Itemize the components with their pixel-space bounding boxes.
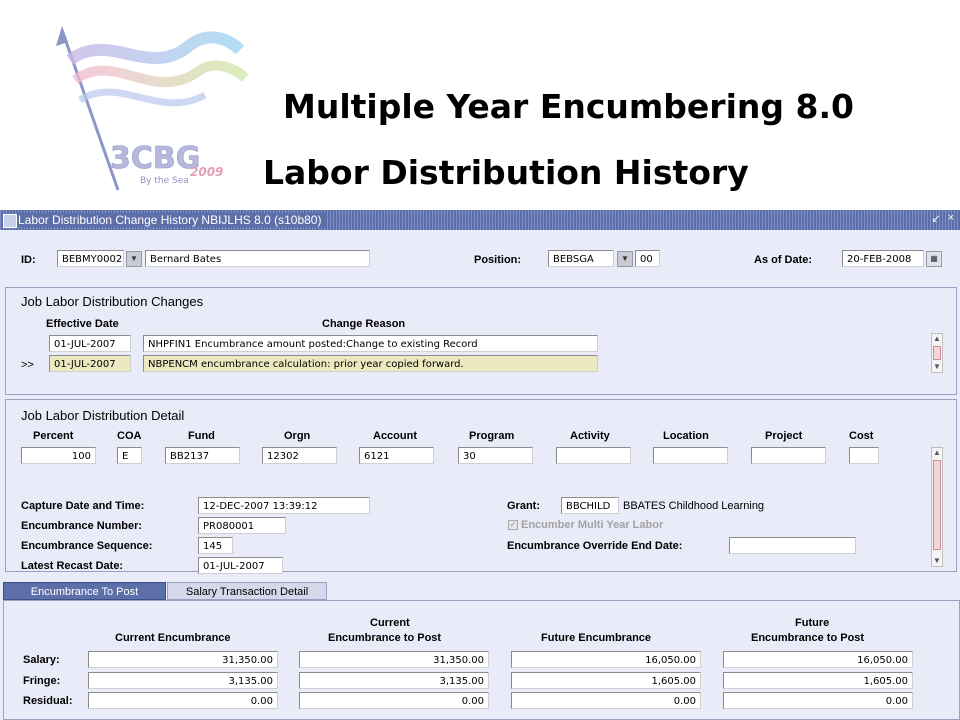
window-titlebar[interactable]	[0, 210, 960, 230]
detail-block	[5, 399, 957, 572]
encumbrance-sequence-field: 145	[198, 537, 233, 554]
location-field[interactable]	[653, 447, 728, 464]
salary-label: Salary:	[23, 654, 60, 666]
banner-form-window	[0, 210, 960, 720]
future-post-header-line1: Future	[795, 617, 830, 629]
position-lookup-button[interactable]: ▼	[617, 251, 633, 267]
tab-encumbrance-to-post[interactable]: Encumbrance To Post	[3, 582, 166, 600]
residual-label: Residual:	[23, 695, 73, 707]
as-of-date-label: As of Date:	[754, 254, 813, 266]
as-of-date-input[interactable]: 20-FEB-2008	[842, 250, 924, 267]
scroll-up-icon[interactable]: ▲	[933, 448, 941, 457]
grant-field[interactable]: BBCHILD	[561, 497, 619, 514]
multi-year-checkbox[interactable]: ✓	[509, 520, 517, 529]
program-header: Program	[469, 430, 515, 442]
encumbrance-number-field: PR080001	[198, 517, 286, 534]
encumbrance-panel	[3, 600, 960, 720]
scroll-down-icon[interactable]: ▼	[933, 556, 941, 565]
current-post-header-line1: Current	[370, 617, 410, 629]
employee-name-field: Bernard Bates	[145, 250, 370, 267]
slide-subtitle: Labor Distribution History	[263, 153, 749, 192]
tab-salary-transaction-detail[interactable]: Salary Transaction Detail	[167, 582, 327, 600]
coa-header: COA	[117, 430, 142, 442]
residual-future-to-post: 0.00	[723, 692, 913, 709]
slide-title: Multiple Year Encumbering 8.0	[283, 87, 854, 126]
effective-date-header: Effective Date	[46, 318, 119, 330]
id-input[interactable]: BEBMY0002	[57, 250, 124, 267]
salary-current-to-post: 31,350.00	[299, 651, 489, 668]
effective-date-field-selected[interactable]: 01-JUL-2007	[49, 355, 131, 372]
scroll-thumb[interactable]	[933, 460, 941, 550]
fringe-current-to-post: 3,135.00	[299, 672, 489, 689]
fringe-current-encumbrance: 3,135.00	[88, 672, 278, 689]
activity-header: Activity	[570, 430, 610, 442]
project-field[interactable]	[751, 447, 826, 464]
project-header: Project	[765, 430, 803, 442]
position-label: Position:	[474, 254, 522, 266]
current-record-marker: >>	[21, 359, 34, 371]
changes-block	[5, 287, 957, 395]
3cbg-logo	[40, 20, 250, 200]
grant-description: BBATES Childhood Learning	[623, 500, 765, 512]
detail-scrollbar[interactable]	[931, 447, 943, 567]
residual-current-encumbrance: 0.00	[88, 692, 278, 709]
scroll-down-icon[interactable]: ▼	[933, 362, 941, 371]
effective-date-field[interactable]: 01-JUL-2007	[49, 335, 131, 352]
fringe-future-to-post: 1,605.00	[723, 672, 913, 689]
id-lookup-button[interactable]: ▼	[126, 251, 142, 267]
position-input[interactable]: BEBSGA	[548, 250, 614, 267]
account-field[interactable]: 6121	[359, 447, 434, 464]
detail-title: Job Labor Distribution Detail	[21, 408, 185, 423]
minimize-icon[interactable]: ↙	[931, 213, 941, 225]
percent-header: Percent	[33, 430, 74, 442]
salary-future-to-post: 16,050.00	[723, 651, 913, 668]
location-header: Location	[663, 430, 709, 442]
change-reason-field-selected[interactable]: NBPENCM encumbrance calculation: prior year copied forward.	[143, 355, 598, 372]
fringe-label: Fringe:	[23, 675, 61, 687]
fund-field[interactable]: BB2137	[165, 447, 240, 464]
changes-scrollbar[interactable]	[931, 333, 943, 373]
logo-text: 3CBG	[110, 141, 201, 176]
grant-label: Grant:	[507, 500, 540, 512]
current-post-header-line2: Encumbrance to Post	[328, 632, 442, 644]
residual-current-to-post: 0.00	[299, 692, 489, 709]
suffix-input[interactable]: 00	[635, 250, 660, 267]
capture-date-field: 12-DEC-2007 13:39:12	[198, 497, 370, 514]
scroll-up-icon[interactable]: ▲	[933, 334, 941, 343]
override-end-date-label: Encumbrance Override End Date:	[507, 540, 683, 552]
calendar-icon[interactable]: ▦	[926, 251, 942, 267]
logo-year: 2009	[190, 165, 224, 179]
encumbrance-sequence-label: Encumbrance Sequence:	[21, 540, 153, 552]
cost-header: Cost	[849, 430, 874, 442]
salary-current-encumbrance: 31,350.00	[88, 651, 278, 668]
coa-field[interactable]: E	[117, 447, 142, 464]
form-icon	[3, 214, 17, 228]
id-label: ID:	[21, 254, 36, 266]
fringe-future-encumbrance: 1,605.00	[511, 672, 701, 689]
account-header: Account	[373, 430, 417, 442]
orgn-field[interactable]: 12302	[262, 447, 337, 464]
cost-field[interactable]	[849, 447, 879, 464]
percent-field[interactable]: 100	[21, 447, 96, 464]
close-icon[interactable]: ×	[947, 212, 955, 224]
future-encumbrance-header: Future Encumbrance	[541, 632, 652, 644]
encumbrance-number-label: Encumbrance Number:	[21, 520, 143, 532]
future-post-header-line2: Encumbrance to Post	[751, 632, 865, 644]
current-encumbrance-header: Current Encumbrance	[115, 632, 231, 644]
salary-future-encumbrance: 16,050.00	[511, 651, 701, 668]
logo-tagline: By the Sea	[140, 176, 189, 186]
changes-title: Job Labor Distribution Changes	[21, 294, 204, 309]
residual-future-encumbrance: 0.00	[511, 692, 701, 709]
change-reason-field[interactable]: NHPFIN1 Encumbrance amount posted:Change to existing Record	[143, 335, 598, 352]
multi-year-label: Encumber Multi Year Labor	[521, 519, 664, 531]
fund-header: Fund	[188, 430, 215, 442]
activity-field[interactable]	[556, 447, 631, 464]
scroll-thumb[interactable]	[933, 346, 941, 360]
change-reason-header: Change Reason	[322, 318, 406, 330]
latest-recast-label: Latest Recast Date:	[21, 560, 124, 572]
override-end-date-field[interactable]	[729, 537, 856, 554]
program-field[interactable]: 30	[458, 447, 533, 464]
window-title: Labor Distribution Change History NBIJLHS 8.0 (s10b80)	[18, 213, 325, 227]
latest-recast-field: 01-JUL-2007	[198, 557, 283, 574]
capture-date-label: Capture Date and Time:	[21, 500, 145, 512]
orgn-header: Orgn	[284, 430, 311, 442]
